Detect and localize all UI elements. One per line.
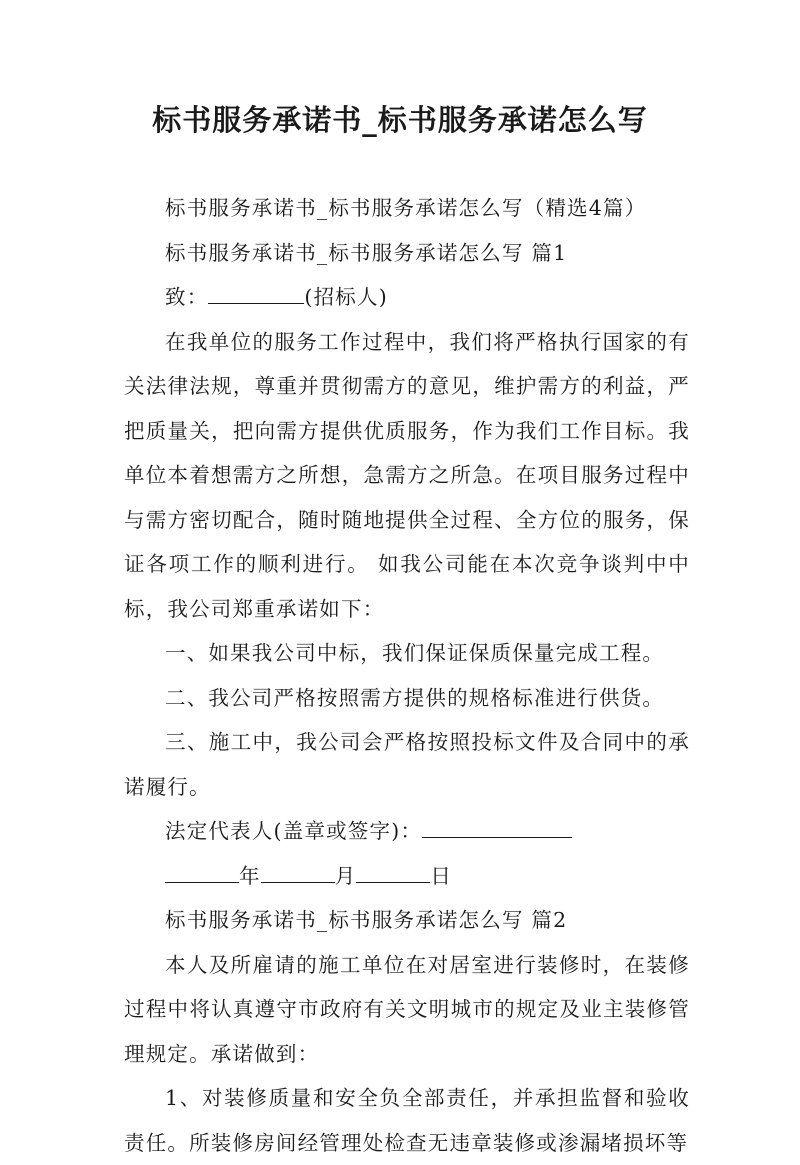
addressee-suffix: (招标人) [304, 285, 388, 309]
date-line [124, 854, 690, 899]
section-1-heading: 标书服务承诺书_标书服务承诺怎么写 篇1 [165, 240, 568, 265]
paragraph-3: 1、对装修质量和安全负全部责任，并承担监督和验收责任。所装修房间经管理处检查无违章装修或渗漏堵损坏等 [124, 1086, 690, 1155]
signature-label: 法定代表人(盖章或签字)： [165, 819, 423, 843]
date-day-label: 日 [430, 863, 453, 888]
section-2-heading: 标书服务承诺书_标书服务承诺怎么写 篇2 [165, 908, 568, 932]
signature-line [124, 809, 690, 854]
document-subtitle: 标书服务承诺书_标书服务承诺怎么写（精选4篇） [165, 196, 647, 220]
addressee-blank [208, 281, 304, 304]
month-blank [261, 860, 335, 883]
addressee-line [124, 275, 690, 320]
paragraph-1: 在我单位的服务工作过程中，我们将严格执行国家的有关法律法规，尊重并贯彻需方的意见，维护需方的利益，严把质量关，把向需方提供优质服务，作为我们工作目标。我单位本着想需方之所想，急需方之所急。在项目服务过程中与需方密切配合，随时随地提供全过程、全方位的服务，保证各项工作的顺利进行。 如我公司能在本次竞争谈判中中标，我公司郑重承诺如下： [124, 329, 690, 621]
day-blank [356, 860, 430, 883]
commitment-item-2: 二、我公司严格按照需方提供的规格标准进行供货。 [165, 685, 665, 710]
year-blank [165, 860, 239, 883]
signature-blank [422, 815, 572, 838]
date-month-label: 月 [334, 863, 357, 888]
paragraph-2: 本人及所雇请的施工单位在对居室进行装修时，在装修过程中将认真遵守市政府有关文明城市的规定及业主装修管理规定。承诺做到： [124, 952, 690, 1066]
document-title: 标书服务承诺书_标书服务承诺怎么写 [152, 103, 648, 137]
date-year-label: 年 [239, 863, 261, 888]
addressee-prefix: 致： [165, 285, 209, 309]
commitment-item-1: 一、如果我公司中标，我们保证保质保量完成工程。 [165, 641, 665, 665]
document-body [124, 186, 690, 1165]
commitment-item-3: 三、施工中，我公司会严格按照投标文件及合同中的承诺履行。 [124, 730, 690, 799]
